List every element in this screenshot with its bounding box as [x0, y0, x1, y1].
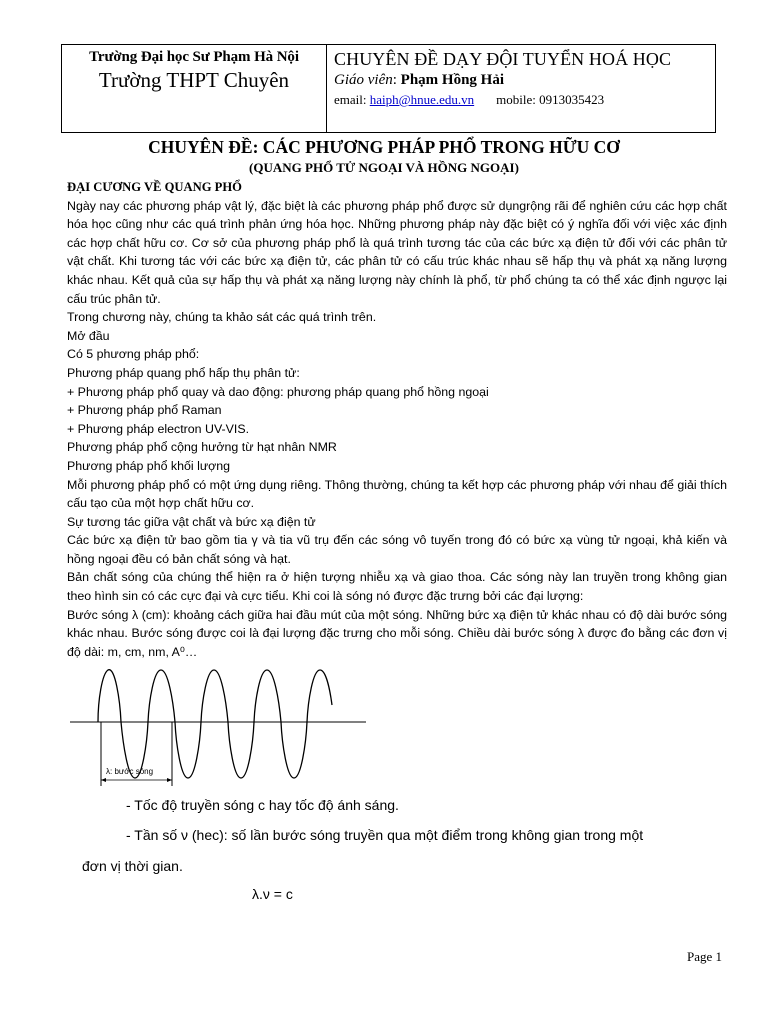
doc-title: CHUYÊN ĐỀ: CÁC PHƯƠNG PHÁP PHỔ TRONG HỮU CƠ [148, 137, 620, 157]
teacher-line: Giáo viên: Phạm Hồng Hải [334, 72, 505, 88]
paragraph: Sự tương tác giữa vật chất và bức xạ điện tử [67, 514, 316, 529]
email-label: email: [334, 92, 367, 107]
school-name: Trường Đại học Sư Phạm Hà Nội [89, 49, 299, 65]
page-number: Page 1 [686, 949, 722, 964]
email-link[interactable]: haiph@hnue.edu.vn [369, 92, 475, 107]
paragraph: Mở đầu [67, 328, 110, 343]
paragraph: + Phương pháp phổ quay và dao động: phương pháp quang phổ hồng ngoại [67, 384, 489, 399]
body-text [67, 178, 727, 661]
arrow-head-left [101, 778, 106, 782]
paragraph: Có 5 phương pháp phổ: [67, 347, 200, 362]
sine-wave-figure [68, 660, 368, 790]
mobile-label: mobile: [496, 92, 536, 107]
paragraph: Phương pháp phổ khối lượng [67, 458, 231, 473]
speed-line: - Tốc độ truyền sóng c hay tốc độ ánh sáng. [126, 797, 399, 813]
paragraph: Các bức xạ điện tử bao gồm tia γ và tia vũ trụ đến các sóng vô tuyến trong đó có bức xạ vùng tử ngoại, khả kiến và hồng ngoại đều có bản chất sóng và hạt. [67, 533, 727, 566]
paragraph: + Phương pháp phổ Raman [67, 403, 222, 418]
paragraph: Phương pháp phổ cộng hưởng từ hạt nhân NMR [67, 440, 337, 455]
header-box [61, 44, 716, 133]
paragraph: Bước sóng λ (cm): khoảng cách giữa hai đầu mút của một sóng. Những bức xạ điện tử khác nhau có độ dài bước sóng khác nhau. Bước sóng được coi là đại lượng đặc trưng cho mỗi sóng. Chiều dài bước sóng λ được đo bằng các đơn vị độ dài: m, cm, nm, A⁰… [67, 607, 727, 659]
contact-line [334, 92, 715, 108]
section-heading: ĐẠI CƯƠNG VỀ QUANG PHỔ [67, 180, 242, 194]
teacher-label: Giáo viên [334, 72, 393, 88]
school-sub: Trường THPT Chuyên [98, 68, 290, 92]
topic-title: CHUYÊN ĐỀ DẠY ĐỘI TUYỂN HOÁ HỌC [334, 49, 672, 69]
frequency-line-cont: đơn vị thời gian. [82, 858, 183, 874]
teacher-name: Phạm Hồng Hải [400, 72, 505, 88]
wavelength-label: λ: bước sóng [106, 767, 154, 776]
doc-subtitle: (QUANG PHỔ TỬ NGOẠI VÀ HỒNG NGOẠI) [249, 160, 519, 175]
school-block [62, 45, 327, 132]
paragraph: + Phương pháp electron UV-VIS. [67, 421, 250, 436]
formula: λ.ν = c [252, 886, 293, 902]
frequency-line: - Tần số ν (hec): số lần bước sóng truyền qua một điểm trong không gian trong một [126, 827, 644, 843]
paragraph: Ngày nay các phương pháp vật lý, đặc biệt là các phương pháp phổ được sử dụngrộng rãi để nghiên cứu các hợp chất hóa học cũng như các quá trình phản ứng hóa học. Những phương pháp này đặc biệt có ý nghĩa đối với việc xác định các hợp chất hữu cơ. Cơ sở của phương pháp phổ là quá trình tương tác của các bức xạ điện tử đối với các phân tử vật chất. Khi tương tác với các bức xạ điện tử, các phân tử có cấu trúc khác nhau sẽ hấp thụ và phát xạ năng lượng khác nhau. Kết quả của sự hấp thụ và phát xạ năng lượng này chính là phổ, từ phổ chúng ta có thể xác định ngược lại cấu trúc phân tử. [67, 198, 727, 306]
paragraph: Mỗi phương pháp phổ có một ứng dụng riêng. Thông thường, chúng ta kết hợp các phương pháp với nhau để giải thích cấu tạo của một hợp chất hữu cơ. [67, 477, 727, 511]
arrow-head-right [167, 778, 172, 782]
paragraph: Trong chương này, chúng ta khảo sát các quá trình trên. [67, 310, 377, 325]
wave-curve [98, 670, 332, 778]
paragraph: Bản chất sóng của chúng thể hiện ra ở hiện tượng nhiễu xạ và giao thoa. Các sóng này lan truyền trong không gian theo hình sin có các cực đại và cực tiểu. Khi coi là sóng nó được đặc trưng bởi các đại lượng: [67, 570, 727, 604]
paragraph: Phương pháp quang phổ hấp thụ phân tử: [67, 365, 300, 380]
mobile-number: 0913035423 [539, 92, 605, 107]
topic-block [334, 45, 715, 132]
